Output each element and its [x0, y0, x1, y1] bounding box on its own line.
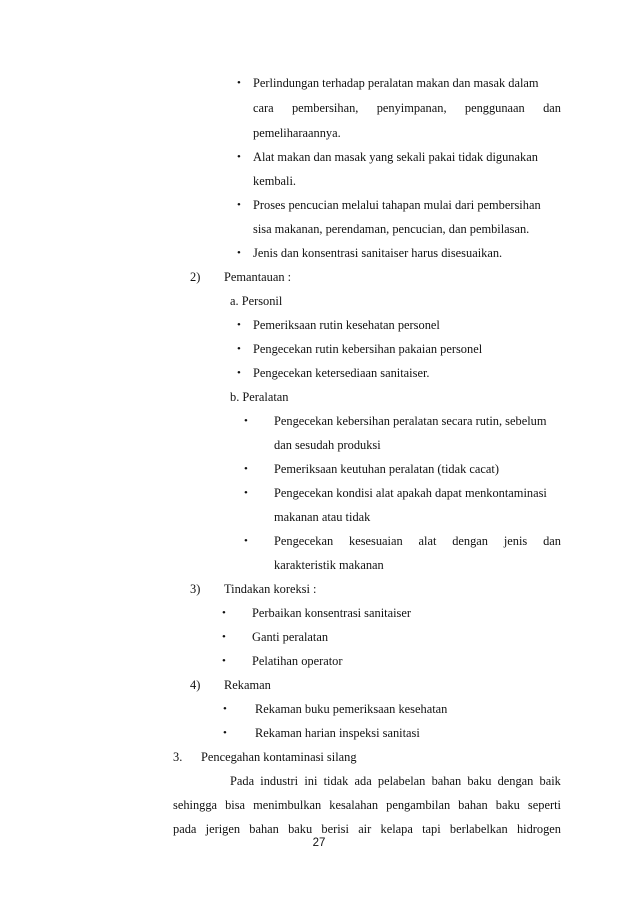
word: pada: [173, 822, 197, 836]
bullet-text: Pemeriksaan keutuhan peralatan (tidak cacat): [274, 462, 499, 476]
bullet-text: Perbaikan konsentrasi sanitaiser: [252, 606, 411, 620]
bullet-text-cont: kembali.: [253, 174, 297, 188]
bullet-icon: •: [237, 199, 241, 211]
bullet-text: Pengecekan rutin kebersihan pakaian personel: [253, 342, 483, 356]
word: penggunaan: [464, 101, 525, 115]
word: dan: [543, 101, 561, 115]
word: jerigen: [205, 822, 241, 836]
bullet-icon: •: [244, 463, 248, 475]
word: bisa: [225, 798, 246, 812]
bullet-text: Pemeriksaan rutin kesehatan personel: [253, 318, 440, 332]
bullet-text: Rekaman buku pemeriksaan kesehatan: [255, 702, 448, 716]
page-number: 27: [312, 837, 326, 849]
word: kesesuaian: [349, 534, 403, 548]
bullet-icon: •: [244, 487, 248, 499]
word: baku: [495, 798, 520, 812]
word: dan: [543, 534, 561, 548]
word: dengan: [497, 774, 534, 788]
word: alat: [418, 534, 437, 548]
bullet-icon: •: [237, 343, 241, 355]
word: bahan: [249, 822, 279, 836]
bullet-text: Perlindungan terhadap peralatan makan dan masak dalam: [253, 76, 539, 90]
bullet-text-cont: pemeliharaannya.: [253, 126, 341, 140]
section-heading: Pemantauan :: [224, 270, 292, 284]
word: pembersihan,: [291, 101, 359, 115]
bullet-icon: •: [223, 703, 227, 715]
list-number: 2): [190, 270, 201, 284]
bullet-icon: •: [237, 151, 241, 163]
bullet-icon: •: [237, 77, 241, 89]
word: jenis: [503, 534, 528, 548]
sub-heading-peralatan: b. Peralatan: [230, 390, 289, 404]
bullet-text: Pengecekan kebersihan peralatan secara rutin, sebelum: [274, 414, 547, 428]
section-number: 3.: [173, 750, 183, 764]
bullet-icon: •: [222, 631, 226, 643]
word: penyimpanan,: [376, 101, 447, 115]
word: pelabelan: [377, 774, 426, 788]
bullet-icon: •: [244, 415, 248, 427]
word: Pengecekan: [274, 534, 334, 548]
bullet-icon: •: [222, 607, 226, 619]
bullet-icon: •: [237, 367, 241, 379]
word: baik: [539, 774, 561, 788]
bullet-text-cont: sisa makanan, perendaman, pencucian, dan pembilasan.: [253, 222, 530, 236]
word: baku: [288, 822, 313, 836]
section-heading: Rekaman: [224, 678, 271, 692]
bullet-text: Pengecekan kondisi alat apakah dapat menkontaminasi: [274, 486, 547, 500]
bullet-text: Proses pencucian melalui tahapan mulai dari pembersihan: [253, 198, 541, 212]
word: ada: [354, 774, 372, 788]
word: tidak: [323, 774, 349, 788]
word: bahan: [431, 774, 462, 788]
word: cara: [253, 101, 274, 115]
section-heading: Tindakan koreksi :: [224, 582, 317, 596]
word: seperti: [527, 798, 561, 812]
bullet-text-cont: makanan atau tidak: [274, 510, 371, 524]
word: pengambilan: [386, 798, 451, 812]
sub-heading-personil: a. Personil: [230, 294, 283, 308]
word: kelapa: [380, 822, 413, 836]
bullet-icon: •: [223, 727, 227, 739]
justified-line: [274, 533, 561, 549]
list-number: 4): [190, 678, 201, 692]
word: berlabelkan: [449, 822, 508, 836]
word: hidrogen: [516, 822, 561, 836]
word: menimbulkan: [253, 798, 322, 812]
paragraph-line: [230, 773, 561, 789]
list-number: 3): [190, 582, 201, 596]
word: sehingga: [173, 798, 218, 812]
bullet-icon: •: [222, 655, 226, 667]
justified-line: [253, 100, 561, 116]
word: Pada: [230, 774, 255, 788]
bullet-text: Ganti peralatan: [252, 630, 329, 644]
bullet-text: Pengecekan ketersediaan sanitaiser.: [253, 366, 430, 380]
bullet-text-cont: karakteristik makanan: [274, 558, 384, 572]
bullet-icon: •: [237, 319, 241, 331]
bullet-text: Jenis dan konsentrasi sanitaiser harus disesuaikan.: [253, 246, 503, 260]
word: baku: [467, 774, 492, 788]
bullet-text: Alat makan dan masak yang sekali pakai tidak digunakan: [253, 150, 538, 164]
word: kesalahan: [329, 798, 379, 812]
bullet-text-cont: dan sesudah produksi: [274, 438, 381, 452]
word: ini: [304, 774, 318, 788]
word: air: [358, 822, 372, 836]
word: bahan: [458, 798, 488, 812]
word: dengan: [452, 534, 488, 548]
word: berisi: [321, 822, 349, 836]
bullet-text: Pelatihan operator: [252, 654, 343, 668]
section-title: Pencegahan kontaminasi silang: [201, 750, 357, 764]
bullet-icon: •: [237, 247, 241, 259]
bullet-text: Rekaman harian inspeksi sanitasi: [255, 726, 420, 740]
word: industri: [260, 774, 299, 788]
bullet-icon: •: [244, 535, 248, 547]
word: tapi: [422, 822, 441, 836]
paragraph-line: [173, 797, 561, 813]
